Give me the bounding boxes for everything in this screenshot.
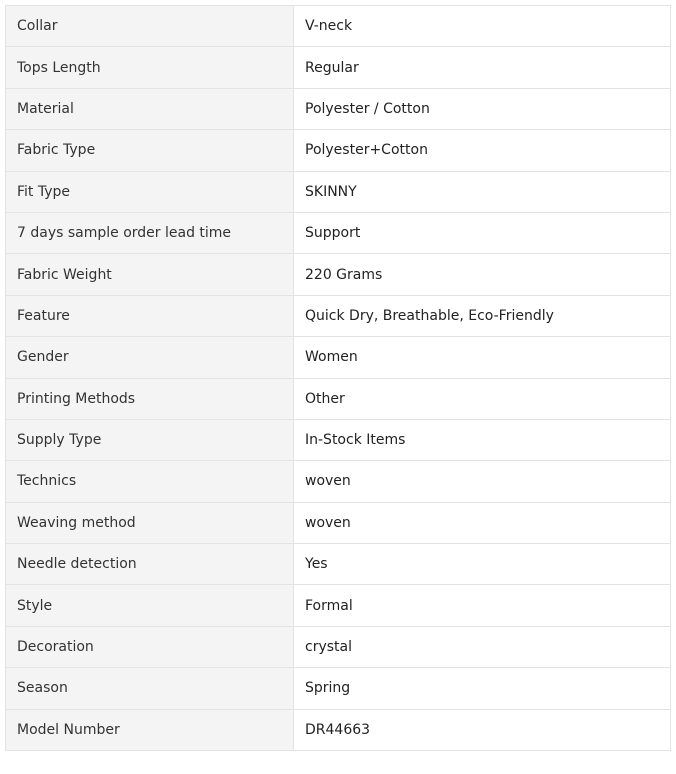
spec-value: SKINNY [294, 171, 671, 212]
spec-label: Material [6, 88, 294, 129]
spec-label: Needle detection [6, 544, 294, 585]
spec-row [6, 88, 671, 129]
spec-value: DR44663 [294, 709, 671, 750]
spec-row [6, 378, 671, 419]
spec-label: Gender [6, 337, 294, 378]
spec-row [6, 295, 671, 336]
spec-row [6, 130, 671, 171]
spec-label: Collar [6, 6, 294, 47]
spec-row [6, 171, 671, 212]
spec-value: V-neck [294, 6, 671, 47]
spec-row [6, 254, 671, 295]
spec-label: Style [6, 585, 294, 626]
spec-label: Fabric Weight [6, 254, 294, 295]
spec-row [6, 212, 671, 253]
spec-row [6, 544, 671, 585]
spec-label: Model Number [6, 709, 294, 750]
spec-row [6, 47, 671, 88]
spec-value: crystal [294, 626, 671, 667]
spec-value: Other [294, 378, 671, 419]
spec-label: Fabric Type [6, 130, 294, 171]
spec-label: Technics [6, 461, 294, 502]
spec-label: Weaving method [6, 502, 294, 543]
spec-value: Polyester / Cotton [294, 88, 671, 129]
spec-label: Decoration [6, 626, 294, 667]
product-specs-table [5, 5, 671, 751]
spec-row [6, 419, 671, 460]
spec-row [6, 461, 671, 502]
spec-row [6, 337, 671, 378]
spec-value: woven [294, 502, 671, 543]
spec-row [6, 626, 671, 667]
spec-label: Season [6, 668, 294, 709]
spec-row [6, 6, 671, 47]
spec-value: Spring [294, 668, 671, 709]
spec-value: Support [294, 212, 671, 253]
spec-label: 7 days sample order lead time [6, 212, 294, 253]
spec-label: Fit Type [6, 171, 294, 212]
spec-row [6, 668, 671, 709]
spec-label: Supply Type [6, 419, 294, 460]
spec-label: Feature [6, 295, 294, 336]
spec-value: Women [294, 337, 671, 378]
spec-value: Polyester+Cotton [294, 130, 671, 171]
spec-value: Formal [294, 585, 671, 626]
spec-value: 220 Grams [294, 254, 671, 295]
spec-value: Yes [294, 544, 671, 585]
spec-value: woven [294, 461, 671, 502]
spec-row [6, 709, 671, 750]
spec-label: Tops Length [6, 47, 294, 88]
spec-row [6, 585, 671, 626]
spec-value: Quick Dry, Breathable, Eco-Friendly [294, 295, 671, 336]
spec-row [6, 502, 671, 543]
spec-value: Regular [294, 47, 671, 88]
spec-label: Printing Methods [6, 378, 294, 419]
spec-value: In-Stock Items [294, 419, 671, 460]
